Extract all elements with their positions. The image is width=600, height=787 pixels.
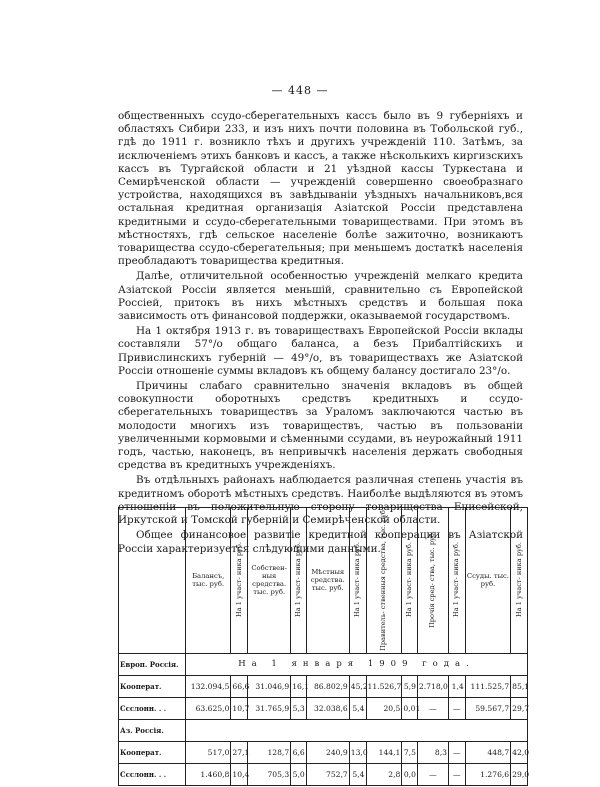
table-cell: 240,9 bbox=[306, 741, 349, 763]
row-label: Ссслонн. . . bbox=[119, 697, 186, 719]
table-cell-empty bbox=[185, 719, 527, 741]
header-other-funds: Прочія сред- ства, тыс. руб. bbox=[417, 508, 448, 654]
header-gov-funds: Правитель- ственныя средства, тыс. руб. bbox=[366, 508, 402, 654]
header-per-member: На 1 участ- ника руб. bbox=[349, 508, 366, 654]
table-cell: 0,01 bbox=[402, 697, 418, 719]
table-cell: 144,1 bbox=[366, 741, 402, 763]
table-row bbox=[119, 653, 528, 675]
table-cell: 59.567,7 bbox=[465, 697, 510, 719]
table-cell: 31.046,9 bbox=[248, 675, 291, 697]
page-number: — 448 — bbox=[271, 84, 329, 97]
date-banner: На 1 января 1909 года. bbox=[185, 653, 527, 675]
header-per-member: На 1 участ- ника руб. bbox=[402, 508, 418, 654]
body-text bbox=[118, 110, 523, 558]
statistics-table bbox=[118, 507, 528, 786]
header-empty bbox=[119, 508, 186, 654]
table-cell: 13,0 bbox=[349, 741, 366, 763]
paragraph-4: Причины слабаго сравнительно значенія вкладовъ въ общей совокупности оборотныхъ средствъ кредитныхъ и ссудо-сберегательныхъ товариществъ за Ураломъ заключаются частью въ молодости многихъ изъ товариществъ, частью въ пользованіи увеличенными кормовыми и сѣменными ссудами, въ неурожайный 1911 годъ, частью, наконецъ, въ непривычкѣ населенія держать свободныя средства въ кредитныхъ учрежденіяхъ. bbox=[118, 380, 523, 472]
table-cell: 10,7 bbox=[231, 697, 248, 719]
table-cell: 29,7 bbox=[511, 697, 528, 719]
table-cell: 16,1 bbox=[291, 675, 307, 697]
table-header-row bbox=[119, 508, 528, 654]
paragraph-2: Далѣе, отличительной особенностью учрежденій мелкаго кредита Азіатской Россіи является меньшій, сравнительно съ Европейской Россіей, притокъ въ нихъ мѣстныхъ средствъ и большая пока зависимость отъ финансовой поддержки, оказываемой государствомъ. bbox=[118, 270, 523, 323]
table-cell: 5,4 bbox=[349, 763, 366, 785]
table-cell: 5,4 bbox=[349, 697, 366, 719]
paragraph-6: Общее финансовое развитіе кредитной кооперации въ Азіатской Россіи характеризуется слѣдующими данными. bbox=[118, 529, 523, 555]
table-cell: — bbox=[417, 763, 448, 785]
table-cell: 66,6 bbox=[231, 675, 248, 697]
table-cell: 752,7 bbox=[306, 763, 349, 785]
table-cell: 20,5 bbox=[366, 697, 402, 719]
table-cell: 2,8 bbox=[366, 763, 402, 785]
table-cell: 132.094,5 bbox=[185, 675, 230, 697]
table-cell: 517,0 bbox=[185, 741, 230, 763]
table-cell: 8,3 bbox=[417, 741, 448, 763]
table-cell: 1.276,6 bbox=[465, 763, 510, 785]
row-label: Кооперат. bbox=[119, 741, 186, 763]
table-cell: — bbox=[448, 697, 465, 719]
header-balance: Балансъ, тыс. руб. bbox=[185, 508, 230, 654]
table-cell: 27,1 bbox=[231, 741, 248, 763]
table-cell: 6,6 bbox=[291, 741, 307, 763]
table-cell: 1.460,8 bbox=[185, 763, 230, 785]
row-label: Ссслонн. . . bbox=[119, 763, 186, 785]
table-cell: — bbox=[417, 697, 448, 719]
paragraph-5: Въ отдѣльныхъ районахъ наблюдается различная степень участія въ кредитномъ оборотѣ мѣстныхъ средствъ. Наиболѣе выдѣляются въ этомъ отношеніи въ положительную сторону товарищества Енисейской, Иркутской и Томской губерній и Семирѣченской области. bbox=[118, 474, 523, 527]
table-row bbox=[119, 741, 528, 763]
header-per-member: На 1 участ- ника руб. bbox=[511, 508, 528, 654]
table-cell: 705,3 bbox=[248, 763, 291, 785]
table-cell: 5,3 bbox=[291, 697, 307, 719]
table-cell: 1,4 bbox=[448, 675, 465, 697]
table-cell: 11.526,7 bbox=[366, 675, 402, 697]
table-row bbox=[119, 763, 528, 785]
header-per-member: На 1 участ- ника руб. bbox=[231, 508, 248, 654]
section-label-eur: Европ. Россія. bbox=[119, 653, 186, 675]
table-row bbox=[119, 675, 528, 697]
table-row bbox=[119, 697, 528, 719]
table-cell: — bbox=[448, 741, 465, 763]
table-cell: 448,7 bbox=[465, 741, 510, 763]
paragraph-3: На 1 октября 1913 г. въ товариществахъ Европейской Россіи вклады составляли 57°/о общаго баланса, а безъ Прибалтійскихъ и Привислинскихъ губерній — 49°/о, въ товариществахъ же Азіатской Россіи отношеніе суммы вкладовъ къ общему балансу достигало 23°/о. bbox=[118, 325, 523, 377]
header-local-funds: Мѣстныя средства. тыс. руб. bbox=[306, 508, 349, 654]
table-cell: 45,2 bbox=[349, 675, 366, 697]
table-cell: 2.718,0 bbox=[417, 675, 448, 697]
table-cell: 5,9 bbox=[402, 675, 418, 697]
table-cell: 85,1 bbox=[511, 675, 528, 697]
table-cell: 86.802,9 bbox=[306, 675, 349, 697]
table-cell: 10,4 bbox=[231, 763, 248, 785]
header-own-funds: Собствен- ныя средства. тыс. руб. bbox=[248, 508, 291, 654]
table-cell: 111.525,7 bbox=[465, 675, 510, 697]
section-label-asia: Аз. Россія. bbox=[119, 719, 186, 741]
table-cell: 42,0 bbox=[511, 741, 528, 763]
table-cell: 32.038,6 bbox=[306, 697, 349, 719]
header-per-member: На 1 участ- ника руб. bbox=[448, 508, 465, 654]
table-cell: 128,7 bbox=[248, 741, 291, 763]
row-label: Кооперат. bbox=[119, 675, 186, 697]
table-cell: 5,0 bbox=[291, 763, 307, 785]
paragraph-1: общественныхъ ссудо-сберегательныхъ кассъ было въ 9 губерніяхъ и областяхъ Сибири 233, и изъ нихъ почти половина въ Тобольской губ., гдѣ до 1911 г. возникло тѣхъ и другихъ учрежденій 110. Затѣмъ, за исключеніемъ этихъ банковъ и кассъ, а также нѣсколькихъ киргизскихъ кассъ въ Тургайской области и 21 уѣздной кассы Туркестана и Семирѣченской области — учрежденій совершенно своеобразнаго устройства, находящихся въ завѣдываніи уѣздныхъ начальниковъ,вся остальная кредитная организація Азіатской Россіи представлена кредитными и ссудо-сберегательными товариществами. При этомъ въ мѣстностяхъ, гдѣ сельское населеніе болѣе зажиточно, возникаютъ товарищества ссудо-сберегательныя; при меньшемъ достаткѣ населенія преобладаютъ товарищества кредитныя. bbox=[118, 110, 523, 268]
table-cell: 63.625,0 bbox=[185, 697, 230, 719]
table-cell: 31.765,9 bbox=[248, 697, 291, 719]
table-cell: — bbox=[448, 763, 465, 785]
table-cell: 7,5 bbox=[402, 741, 418, 763]
table-row bbox=[119, 719, 528, 741]
table-cell: 29,0 bbox=[511, 763, 528, 785]
table-cell: 0,0 bbox=[402, 763, 418, 785]
header-loans: Ссуды. тыс. руб. bbox=[465, 508, 510, 654]
header-per-member: На 1 участ- ника руб. bbox=[291, 508, 307, 654]
